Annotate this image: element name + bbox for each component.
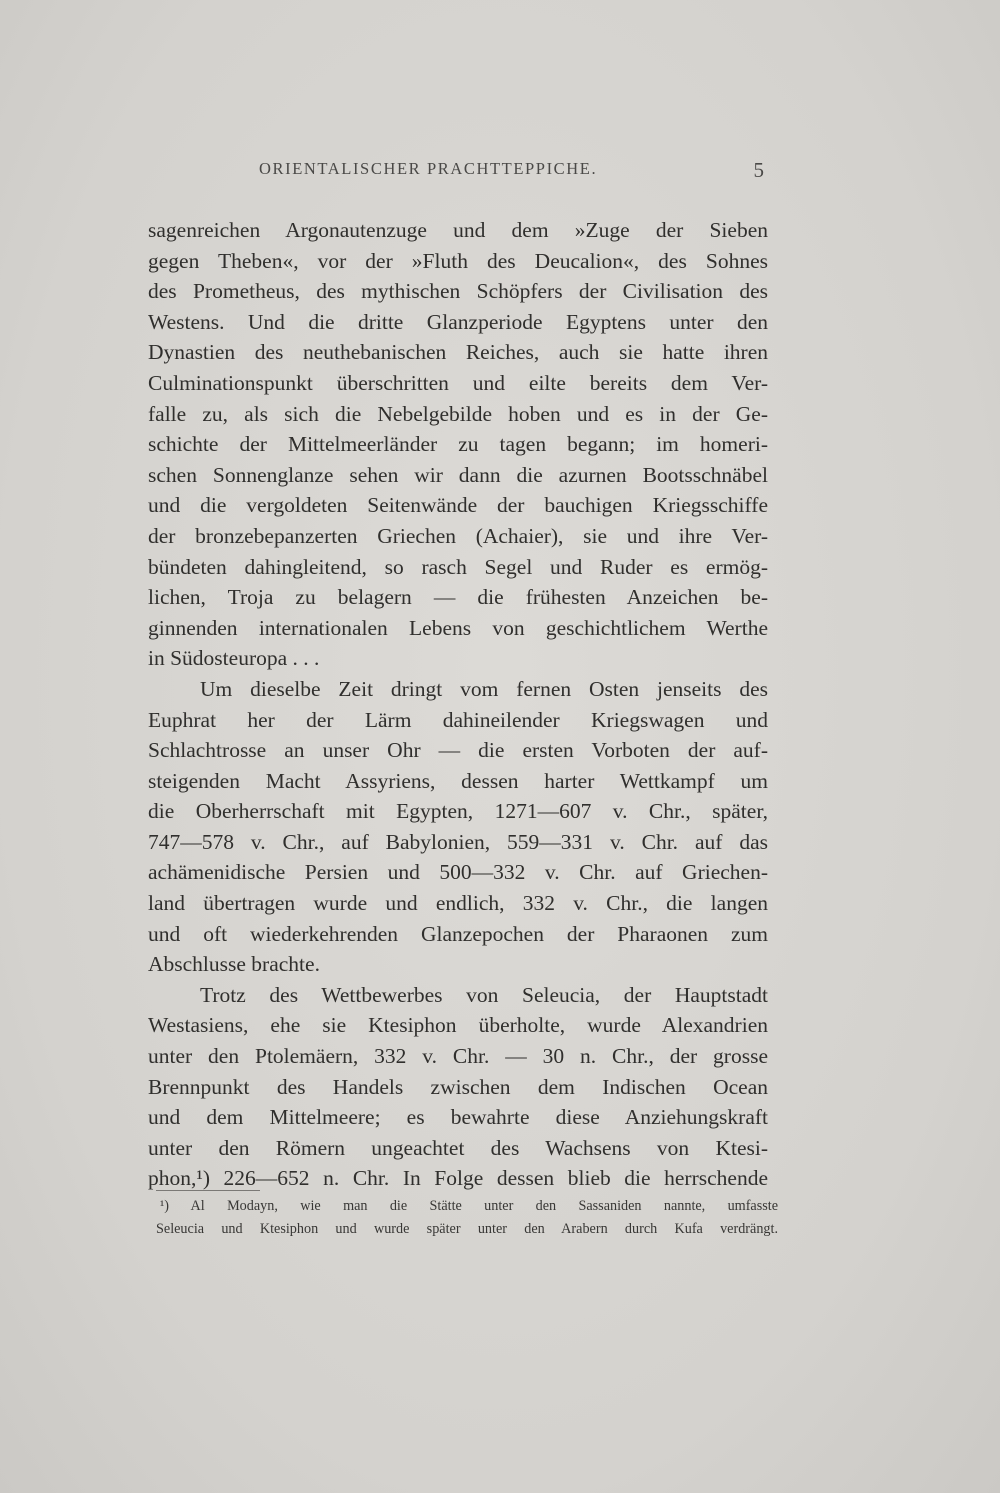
text-line: Culminationspunkt überschritten und eilte bereits dem Ver- [148,370,768,395]
text-line: 747—578 v. Chr., auf Babylonien, 559—331 v. Chr. auf das [148,829,768,854]
text-line: Dynastien des neuthebanischen Reiches, auch sie hatte ihren [148,340,768,365]
text-line: steigenden Macht Assyriens, dessen harter Wettkampf um [148,768,768,793]
footnote-line: ¹) Al Modayn, wie man die Stätte unter den Sassaniden nannte, umfasste [160,1198,778,1214]
text-line: und dem Mittelmeere; es bewahrte diese Anziehungskraft [148,1105,768,1130]
footnotes [156,1195,778,1241]
text-line: Abschlusse brachte. [148,952,320,977]
text-line: Brennpunkt des Handels zwischen dem Indischen Ocean [148,1074,768,1099]
text-line: des Prometheus, des mythischen Schöpfers der Civilisation des [148,279,768,304]
footnote-line: Seleucia und Ktesiphon und wurde später unter den Arabern durch Kufa verdrängt. [156,1221,778,1237]
text-line: sagenreichen Argonautenzuge und dem »Zuge der Sieben [148,218,768,242]
running-title: ORIENTALISCHER PRACHTTEPPICHE. [259,159,598,178]
text-line: land übertragen wurde und endlich, 332 v. Chr., die langen [148,891,768,916]
text-line: in Südosteuropa . . . [148,646,320,671]
text-line: gegen Theben«, vor der »Fluth des Deucalion«, des Sohnes [148,248,768,273]
text-line: Schlachtrosse an unser Ohr — die ersten Vorboten der auf- [148,738,768,763]
footnote-divider [156,1190,260,1191]
page-number: 5 [753,158,764,182]
text-line: schichte der Mittelmeerländer zu tagen begann; im homeri- [148,432,768,457]
text-line: Trotz des Wettbewerbes von Seleucia, der Hauptstadt [200,982,768,1007]
text-line: phon,¹) 226—652 n. Chr. In Folge dessen blieb die herrschende [148,1166,768,1191]
text-line: und oft wiederkehrenden Glanzepochen der Pharaonen zum [148,921,768,946]
text-line: Westens. Und die dritte Glanzperiode Egyptens unter den [148,309,768,334]
text-line: Um dieselbe Zeit dringt vom fernen Osten jenseits des [200,676,768,701]
text-line: Westasiens, ehe sie Ktesiphon überholte, wurde Alexandrien [148,1013,768,1038]
text-line: schen Sonnenglanze sehen wir dann die azurnen Bootsschnäbel [148,462,768,487]
text-line: Euphrat her der Lärm dahineilender Kriegswagen und [148,707,768,732]
body-text [148,215,768,1194]
text-line: lichen, Troja zu belagern — die frühesten Anzeichen be- [148,585,768,610]
running-head [148,159,768,185]
text-line: und die vergoldeten Seitenwände der bauchigen Kriegsschiffe [148,493,768,518]
text-line: unter den Ptolemäern, 332 v. Chr. — 30 n. Chr., der grosse [148,1044,768,1069]
text-line: die Oberherrschaft mit Egypten, 1271—607 v. Chr., später, [148,799,768,824]
text-line: der bronzebepanzerten Griechen (Achaier), sie und ihre Ver- [148,523,768,548]
text-line: unter den Römern ungeachtet des Wachsens von Ktesi- [148,1135,768,1160]
text-line: achämenidische Persien und 500—332 v. Chr. auf Griechen- [148,860,768,885]
text-line: bündeten dahingleitend, so rasch Segel und Ruder es ermög- [148,554,768,579]
text-line: falle zu, als sich die Nebelgebilde hoben und es in der Ge- [148,401,768,426]
text-line: ginnenden internationalen Lebens von geschichtlichem Werthe [148,615,768,640]
